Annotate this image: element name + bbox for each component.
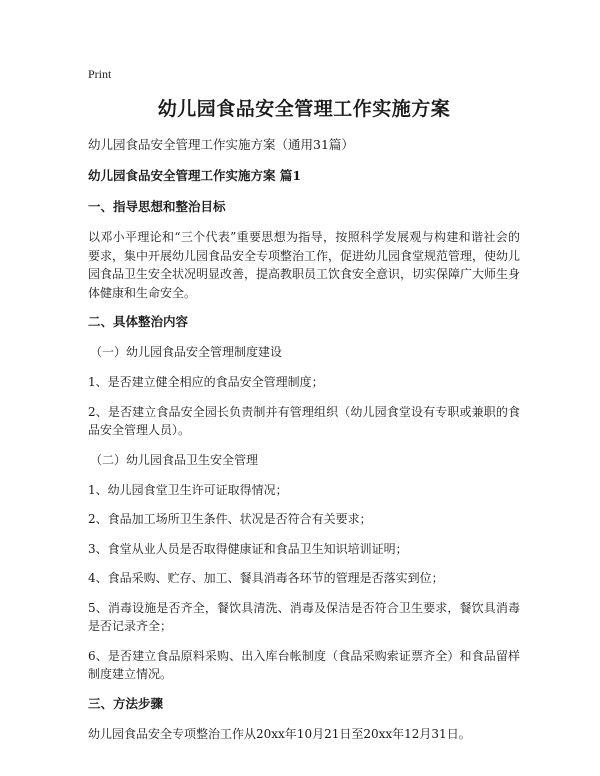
list-item: 3、食堂从业人员是否取得健康证和食品卫生知识培训证明；: [88, 541, 408, 556]
list-item: 2、是否建立食品安全园长负责制并有管理组织（幼儿园食堂设有专职或兼职的食品安全管理人员）。: [88, 404, 520, 437]
list-item: 2、食品加工场所卫生条件、状况是否符合有关要求；: [88, 512, 372, 526]
document-subtitle: 幼儿园食品安全管理工作实施方案（通用31篇）: [88, 137, 354, 152]
section-heading-rectification-content: 二、具体整治内容: [88, 314, 189, 329]
document-title: 幼儿园食品安全管理工作实施方案: [157, 98, 451, 120]
print-label[interactable]: Print: [88, 67, 112, 81]
list-item: 1、是否建立健全相应的食品安全管理制度；: [88, 375, 324, 389]
subsection-heading-hygiene-management: （二）幼儿园食品卫生安全管理: [90, 452, 259, 467]
paragraph-method-steps: 幼儿园食品安全专项整治工作从20xx年10月21日至20xx年12月31日。: [88, 726, 471, 741]
list-item: 1、幼儿园食堂卫生许可证取得情况；: [88, 482, 288, 497]
list-item: 5、消毒设施是否齐全，餐饮具清洗、消毒及保洁是否符合卫生要求，餐饮具消毒是否记录齐全；: [88, 600, 520, 633]
subsection-heading-management-system: （一）幼儿园食品安全管理制度建设: [90, 345, 283, 359]
article-heading: 幼儿园食品安全管理工作实施方案 篇1: [88, 168, 302, 183]
list-item: 6、是否建立食品原料采购、出入库台帐制度（食品采购索证票齐全）和食品留样制度建立情况。: [88, 648, 520, 681]
paragraph-guiding-ideology: 以邓小平理论和“三个代表”重要思想为指导，按照科学发展观与构建和谐社会的要求，集中开展幼儿园食品安全专项整治工作，促进幼儿园食堂规范管理，使幼儿园食品卫生安全状况明显改善，提高教职员工饮食安全意识，切实保障广大师生身体健康和生命安全。: [88, 230, 521, 300]
document-page: [88, 66, 520, 754]
section-heading-method-steps: 三、方法步骤: [88, 695, 164, 711]
section-heading-guiding-ideology: 一、指导思想和整治目标: [88, 199, 226, 214]
list-item: 4、食品采购、贮存、加工、餐具消毒各环节的管理是否落实到位；: [88, 571, 444, 585]
